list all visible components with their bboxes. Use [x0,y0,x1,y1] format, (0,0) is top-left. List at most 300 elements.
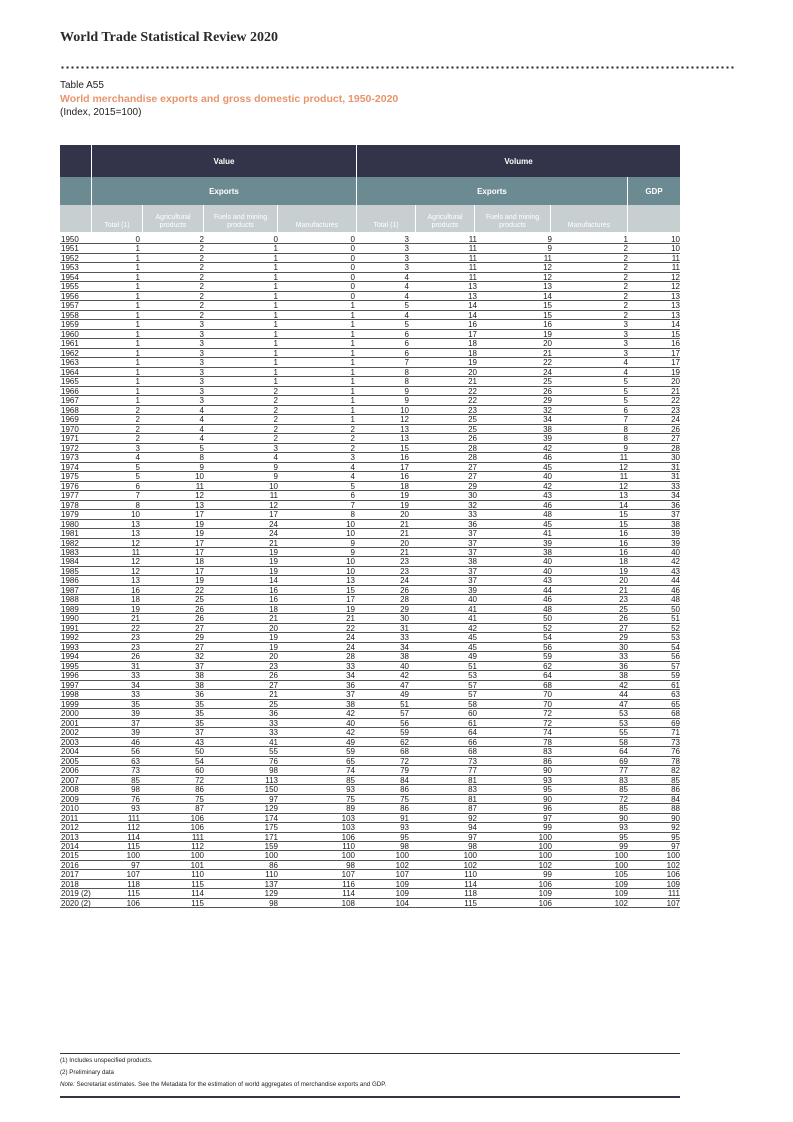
volume-agricultural-cell: 100 [463,851,477,861]
volume-manufactures-cell: 18 [619,557,628,567]
gdp-cell: 39 [671,538,680,548]
volume-total-cell: 31 [400,623,409,633]
year-cell: 1978 [61,500,79,510]
value-total-cell: 11 [131,547,140,557]
value-manufactures-cell: 0 [350,282,355,292]
volume-total-cell: 51 [400,699,409,709]
volume-agricultural-cell: 37 [468,529,477,539]
volume-fuels-cell: 83 [543,747,552,757]
value-manufactures-cell: 0 [350,253,355,263]
volume-fuels-cell: 41 [543,529,552,539]
volume-total-cell: 79 [400,766,409,776]
volume-agricultural-cell: 16 [468,320,477,330]
gdp-cell: 14 [671,320,680,330]
gdp-cell: 109 [666,879,680,889]
volume-agricultural-cell: 115 [464,898,477,908]
gdp-cell: 56 [671,652,680,662]
year-cell: 2001 [61,718,79,728]
gdp-cell: 26 [671,424,680,434]
table-row [60,282,680,291]
volume-total-cell: 6 [404,339,409,349]
volume-fuels-cell: 48 [543,510,552,520]
volume-manufactures-cell: 72 [619,794,628,804]
footnote-1: (1) Includes unspecified products. [60,1057,153,1064]
volume-total-cell: 4 [404,291,409,301]
value-agricultural-cell: 3 [199,358,204,368]
gdp-cell: 90 [671,813,680,823]
gdp-cell: 86 [671,785,680,795]
value-fuels-cell: 16 [269,585,278,595]
value-manufactures-cell: 28 [346,652,355,662]
volume-manufactures-cell: 21 [619,585,628,595]
value-fuels-cell: 21 [269,690,278,700]
year-cell: 2005 [61,756,79,766]
table-row [60,377,680,386]
value-total-cell: 76 [131,794,140,804]
value-manufactures-cell: 2 [350,443,355,453]
volume-fuels-cell: 38 [543,547,552,557]
volume-agricultural-cell: 11 [468,253,477,263]
value-manufactures-cell: 0 [350,263,355,273]
value-agricultural-cell: 35 [195,718,204,728]
value-total-cell: 39 [131,728,140,738]
value-fuels-cell: 159 [264,842,278,851]
volume-agricultural-cell: 13 [468,282,477,292]
exports-volume-header: Exports [477,186,507,196]
value-manufactures-cell: 15 [346,585,355,595]
gdp-cell: 57 [671,661,680,671]
volume-total-cell: 4 [404,282,409,292]
volume-manufactures-cell: 20 [619,576,628,586]
header-separator [91,145,92,232]
table-code: Table A55 [60,80,104,91]
year-cell: 2006 [61,766,79,776]
value-manufactures-cell: 33 [346,661,355,671]
volume-manufactures-cell: 26 [619,614,628,624]
volume-total-cell: 3 [404,235,409,244]
volume-total-cell: 38 [400,652,409,662]
year-cell: 1982 [61,538,79,548]
value-manufactures-cell: 19 [346,604,355,614]
value-manufactures-cell: 59 [346,747,355,757]
value-fuels-cell: 98 [269,898,278,908]
volume-manufactures-cell: 100 [614,851,628,861]
table-row [60,785,680,794]
year-cell: 2018 [61,879,79,889]
value-agricultural-cell: 18 [195,557,204,567]
year-cell: 2017 [61,870,79,880]
value-fuels-cell: 2 [273,386,278,396]
value-agricultural-cell: 27 [195,642,204,652]
table-row [60,557,680,566]
volume-fuels-cell: 64 [543,671,552,681]
gdp-cell: 73 [671,737,680,747]
value-manufactures-cell: 114 [342,889,355,899]
year-cell: 1952 [61,253,79,263]
year-cell: 1955 [61,282,79,292]
header-separator [474,205,475,232]
value-total-cell: 33 [131,671,140,681]
volume-manufactures-cell: 19 [619,566,628,576]
volume-agricultural-cell: 61 [468,718,477,728]
volume-fuels-cell: 62 [543,661,552,671]
gdp-cell: 111 [667,889,680,899]
volume-agricultural-cell: 26 [468,434,477,444]
table-row [60,889,680,898]
year-cell: 1962 [61,348,79,358]
table-row [60,823,680,832]
value-fuels-cell: 3 [273,443,278,453]
value-agricultural-cell: 115 [191,879,204,889]
table-row [60,605,680,614]
gdp-cell: 30 [671,453,680,463]
gdp-cell: 95 [671,832,680,842]
value-manufactures-cell: 1 [350,329,355,339]
table-row [60,814,680,823]
volume-fuels-cell: 19 [543,329,552,339]
year-cell: 1990 [61,614,79,624]
value-manufactures-cell: 8 [350,510,355,520]
table-row [60,595,680,604]
volume-manufactures-cell: 105 [614,870,628,880]
value-total-cell: 1 [135,377,140,387]
value-fuels-cell: 23 [269,661,278,671]
volume-total-cell: 57 [400,709,409,719]
volume-manufactures-cell: 2 [623,301,628,311]
volume-manufactures-cell: 95 [619,832,628,842]
volume-fuels-cell: 100 [538,851,552,861]
table-row [60,244,680,253]
table-row [60,510,680,519]
value-manufactures-cell: 100 [341,851,355,861]
value-total-cell: 111 [127,813,140,823]
volume-agricultural-cell: 77 [468,766,477,776]
table-row [60,576,680,585]
gdp-cell: 17 [671,358,680,368]
volume-agricultural-cell: 23 [468,405,477,415]
volume-fuels-cell: 26 [543,386,552,396]
value-fuels-cell: 19 [269,642,278,652]
value-total-cell: 1 [135,320,140,330]
volume-total-cell: 75 [400,794,409,804]
volume-fuels-cell: 11 [543,253,552,263]
value-agricultural-cell: 19 [195,519,204,529]
value-fuels-cell: 19 [269,633,278,643]
year-cell: 1983 [61,547,79,557]
year-cell: 1993 [61,642,79,652]
value-total-cell: 7 [135,491,140,501]
value-manufactures-cell: 0 [350,244,355,254]
volume-fuels-cell: 15 [543,301,552,311]
value-fuels-cell: 174 [264,813,278,823]
value-manufactures-cell: 10 [346,557,355,567]
table-row [60,804,680,813]
volume-agricultural-cell: 98 [468,842,477,851]
year-cell: 1994 [61,652,79,662]
value-fuels-cell: 76 [269,756,278,766]
value-manufactures-cell: 1 [350,386,355,396]
volume-total-cell: 13 [400,434,409,444]
table-row [60,842,680,851]
table-row [60,851,680,860]
volume-fuels-cell: 43 [543,491,552,501]
year-cell: 1966 [61,386,79,396]
gdp-cell: 44 [671,576,680,586]
volume-total-cell: 42 [400,671,409,681]
value-agricultural-cell: 3 [199,329,204,339]
volume-total-cell: 8 [404,367,409,377]
volume-fuels-cell: 54 [543,633,552,643]
value-agricultural-cell: 111 [191,832,204,842]
value-manufactures-cell: 1 [350,348,355,358]
table-row [60,880,680,889]
volume-manufactures-cell: 38 [619,671,628,681]
value-manufactures-cell: 0 [350,272,355,282]
volume-total-cell: 4 [404,272,409,282]
year-cell: 2002 [61,728,79,738]
value-total-cell: 39 [131,709,140,719]
gdp-cell: 106 [666,870,680,880]
table-row [60,301,680,310]
year-cell: 1973 [61,453,79,463]
volume-agricultural-cell: 21 [468,377,477,387]
volume-manufactures-cell: 4 [623,358,628,368]
value-agricultural-cell: 17 [195,566,204,576]
value-total-cell: 21 [131,614,140,624]
volume-manufactures-cell: 83 [619,775,628,785]
volume-fuels-cell: 45 [543,462,552,472]
value-manufactures-cell: 37 [346,690,355,700]
volume-agricultural-cell: 37 [468,547,477,557]
year-cell: 1975 [61,472,79,482]
volume-agricultural-cell: 38 [468,557,477,567]
value-manufactures-cell: 4 [350,472,355,482]
year-cell: 1988 [61,595,79,605]
value-manufactures-cell: 74 [346,766,355,776]
volume-manufactures-cell: 2 [623,291,628,301]
value-agricultural-cell: 3 [199,348,204,358]
volume-manufactures-cell: 2 [623,282,628,292]
volume-agricultural-cell: 37 [468,538,477,548]
volume-fuels-cell: 50 [543,614,552,624]
table-row [60,491,680,500]
exports-value-header: Exports [209,186,239,196]
value-total-cell: 1 [135,310,140,320]
value-agricultural-cell: 4 [199,405,204,415]
value-manufactures-cell: 40 [346,718,355,728]
subheader-value-total: Total (1) [92,205,142,232]
value-fuels-cell: 36 [269,709,278,719]
gdp-cell: 17 [671,348,680,358]
value-agricultural-cell: 2 [199,291,204,301]
volume-total-cell: 49 [400,690,409,700]
volume-total-cell: 30 [400,614,409,624]
value-fuels-cell: 98 [269,766,278,776]
value-fuels-cell: 113 [265,775,278,785]
volume-total-cell: 29 [400,604,409,614]
table-row [60,425,680,434]
table-row [60,482,680,491]
volume-manufactures-cell: 16 [619,547,628,557]
value-total-cell: 1 [135,358,140,368]
value-total-cell: 5 [135,472,140,482]
value-manufactures-cell: 38 [346,699,355,709]
table-row [60,320,680,329]
volume-fuels-cell: 39 [543,538,552,548]
value-total-cell: 1 [135,339,140,349]
value-total-cell: 4 [135,453,140,463]
value-manufactures-cell: 36 [346,680,355,690]
value-fuels-cell: 11 [269,491,278,501]
volume-agricultural-cell: 13 [468,291,477,301]
volume-agricultural-cell: 49 [468,652,477,662]
volume-fuels-cell: 45 [543,519,552,529]
value-total-cell: 2 [135,424,140,434]
value-total-cell: 23 [131,633,140,643]
year-cell: 1981 [61,529,79,539]
volume-total-cell: 3 [404,244,409,254]
volume-agricultural-cell: 37 [468,576,477,586]
gdp-cell: 16 [671,339,680,349]
header-separator [415,205,416,232]
volume-manufactures-cell: 13 [619,491,628,501]
year-cell: 1967 [61,396,79,406]
table-bottom-rule [60,1053,680,1054]
value-manufactures-cell: 1 [350,339,355,349]
table-row [60,415,680,424]
value-total-cell: 12 [131,538,140,548]
value-total-cell: 6 [135,481,140,491]
volume-agricultural-cell: 64 [468,728,477,738]
volume-fuels-cell: 29 [543,396,552,406]
year-cell: 1999 [61,699,79,709]
value-total-cell: 1 [135,301,140,311]
value-fuels-cell: 1 [273,263,278,273]
year-cell: 2019 (2) [61,889,91,899]
volume-fuels-cell: 40 [543,472,552,482]
volume-agricultural-cell: 51 [468,661,477,671]
volume-agricultural-cell: 41 [468,604,477,614]
volume-manufactures-cell: 30 [619,642,628,652]
volume-agricultural-cell: 42 [468,623,477,633]
volume-fuels-cell: 20 [543,339,552,349]
value-agricultural-cell: 19 [195,529,204,539]
volume-manufactures-cell: 15 [619,510,628,520]
volume-total-cell: 34 [400,642,409,652]
volume-fuels-cell: 93 [543,775,552,785]
value-total-cell: 115 [127,889,140,899]
value-manufactures-cell: 103 [341,823,355,833]
value-manufactures-cell: 10 [346,529,355,539]
volume-total-cell: 9 [404,396,409,406]
gdp-cell: 13 [671,301,680,311]
volume-agricultural-cell: 17 [468,329,477,339]
year-cell: 1971 [61,434,79,444]
volume-total-cell: 40 [400,661,409,671]
volume-total-cell: 3 [404,253,409,263]
table-row [60,434,680,443]
table-row [60,870,680,879]
volume-total-cell: 109 [395,879,409,889]
header-separator [203,205,204,232]
value-fuels-cell: 150 [264,785,278,795]
volume-total-cell: 91 [400,813,409,823]
volume-total-cell: 28 [400,595,409,605]
volume-total-cell: 5 [404,320,409,330]
volume-total-cell: 100 [395,851,409,861]
table-row [60,738,680,747]
year-cell: 1964 [61,367,79,377]
value-total-cell: 35 [131,699,140,709]
year-cell: 1950 [61,235,79,244]
header-separator [277,205,278,232]
volume-total-cell: 98 [400,842,409,851]
volume-total-cell: 72 [400,756,409,766]
volume-total-cell: 9 [404,386,409,396]
year-cell: 1958 [61,310,79,320]
table-row [60,719,680,728]
volume-fuels-cell: 46 [543,500,552,510]
volume-total-cell: 24 [400,576,409,586]
value-agricultural-cell: 8 [199,453,204,463]
volume-agricultural-cell: 81 [468,794,477,804]
volume-total-cell: 84 [400,775,409,785]
volume-fuels-cell: 12 [543,263,552,273]
subheader-volume-total: Total (1) [357,205,415,232]
volume-fuels-cell: 24 [543,367,552,377]
value-total-cell: 0 [135,235,140,244]
volume-manufactures-cell: 8 [623,434,628,444]
dotted-divider [60,66,735,69]
value-total-cell: 114 [127,832,140,842]
volume-agricultural-cell: 40 [468,595,477,605]
value-fuels-cell: 110 [265,870,278,880]
volume-total-cell: 16 [400,472,409,482]
value-agricultural-cell: 10 [195,472,204,482]
value-total-cell: 31 [131,661,140,671]
value-manufactures-cell: 1 [350,320,355,330]
gdp-cell: 102 [666,860,680,870]
value-fuels-cell: 19 [269,557,278,567]
value-fuels-cell: 12 [269,500,278,510]
volume-fuels-cell: 39 [543,434,552,444]
volume-total-cell: 6 [404,348,409,358]
value-total-cell: 1 [135,282,140,292]
volume-agricultural-cell: 18 [468,348,477,358]
value-agricultural-cell: 3 [199,320,204,330]
volume-manufactures-cell: 85 [619,785,628,795]
volume-agricultural-cell: 11 [468,235,477,244]
value-agricultural-cell: 2 [199,244,204,254]
value-agricultural-cell: 106 [190,823,204,833]
value-fuels-cell: 175 [264,823,278,833]
volume-fuels-cell: 95 [543,785,552,795]
value-fuels-cell: 1 [273,301,278,311]
value-fuels-cell: 2 [273,434,278,444]
volume-fuels-cell: 96 [543,804,552,814]
year-cell: 1979 [61,510,79,520]
volume-agricultural-cell: 53 [468,671,477,681]
table-row [60,690,680,699]
volume-fuels-cell: 52 [543,623,552,633]
footnote-2: (2) Preliminary data [60,1069,114,1076]
volume-agricultural-cell: 58 [468,699,477,709]
year-cell: 2007 [61,775,79,785]
year-cell: 1997 [61,680,79,690]
gdp-cell: 71 [671,728,680,738]
value-fuels-cell: 9 [273,462,278,472]
volume-total-cell: 5 [404,301,409,311]
